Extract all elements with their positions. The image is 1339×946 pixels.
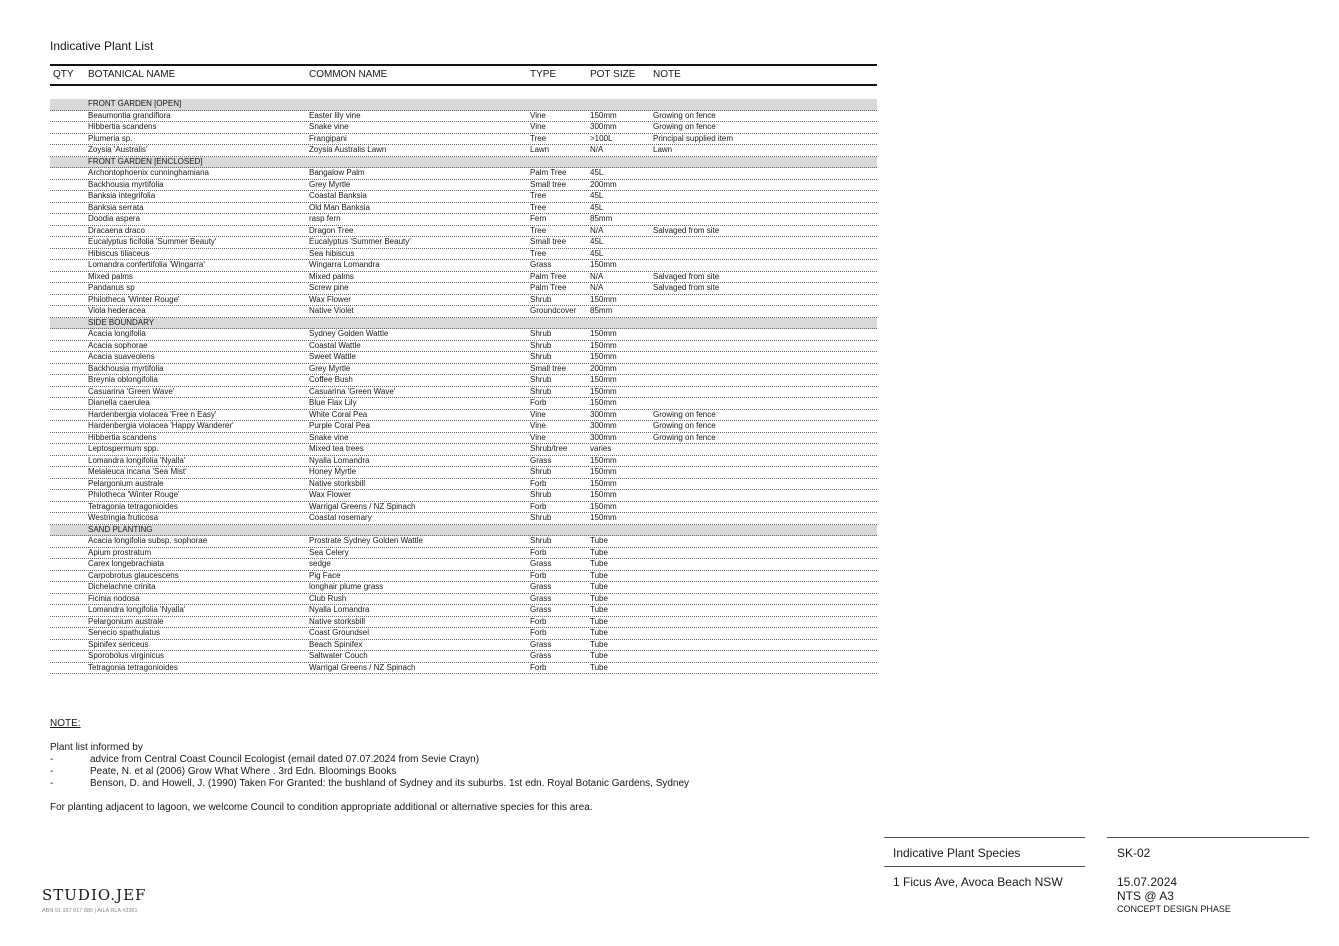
plant-type: Forb (530, 570, 547, 580)
plant-type: Groundcover (530, 306, 577, 315)
botanical-name: Acacia sophorae (88, 340, 148, 350)
botanical-name: Backhousia myrtifolia (88, 363, 164, 373)
common-name: Frangipani (309, 133, 347, 143)
col-pot-size: POT SIZE (590, 69, 636, 80)
notes-intro: Plant list informed by (50, 742, 143, 753)
title-block-rule (884, 866, 1085, 867)
table-row (50, 433, 877, 445)
title-block-rule (884, 837, 1085, 838)
plant-type: Grass (530, 559, 552, 568)
table-header (50, 64, 877, 86)
pot-size: 150mm (590, 478, 617, 488)
botanical-name: Ficinia nodosa (88, 593, 140, 603)
note-item: advice from Central Coast Council Ecologist (email dated 07.07.2024 from Sevie Crayn) (90, 754, 480, 765)
botanical-name: Hardenbergia violacea 'Happy Wanderer' (88, 421, 234, 430)
botanical-name: Lomandra longifolia 'Nyalla' (88, 455, 186, 465)
botanical-name: Eucalyptus ficifolia 'Summer Beauty' (88, 237, 217, 246)
common-name: Nyalla Lomandra (309, 605, 370, 614)
pot-size: 45L (590, 237, 604, 246)
note: Growing on fence (653, 110, 716, 120)
common-name: Coastal Wattle (309, 340, 361, 350)
common-name: Bangalow Palm (309, 168, 365, 177)
col-common: COMMON NAME (309, 69, 388, 80)
plant-type: Fern (530, 214, 547, 223)
note: Lawn (653, 145, 673, 154)
table-row (50, 111, 877, 123)
plant-type: Shrub (530, 329, 552, 338)
note: Principal supplied item (653, 133, 734, 143)
pot-size: Tube (590, 570, 608, 580)
plant-type: Grass (530, 455, 552, 465)
common-name: Easter lily vine (309, 110, 361, 120)
botanical-name: Hibbertia scandens (88, 122, 157, 131)
plant-type: Shrub (530, 467, 552, 476)
pot-size: 150mm (590, 467, 617, 476)
common-name: Coffee Bush (309, 375, 353, 384)
sheet-number: SK-02 (1117, 846, 1151, 860)
common-name: Wax Flower (309, 490, 351, 499)
botanical-name: Pandanus sp (88, 283, 135, 292)
common-name: longhair plume grass (309, 582, 384, 591)
pot-size: 85mm (590, 214, 613, 223)
pot-size: 150mm (590, 110, 617, 120)
pot-size: Tube (590, 559, 608, 568)
common-name: Beach Spinifex (309, 639, 363, 649)
common-name: Warrigal Greens / NZ Spinach (309, 662, 416, 672)
botanical-name: Banksia serrata (88, 202, 144, 212)
title-block-rule (1107, 837, 1309, 838)
abn-text: ABN 91 167 917 880 | AILA RLA #3361 (42, 908, 138, 914)
common-name: Native Violet (309, 306, 354, 315)
note: Salvaged from site (653, 283, 720, 292)
botanical-name: Hibbertia scandens (88, 432, 157, 442)
notes-closing: For planting adjacent to lagoon, we welcome Council to condition appropriate additional or alternative species for this area. (50, 802, 593, 813)
plant-type: Vine (530, 421, 546, 430)
botanical-name: Dichelachne crinita (88, 582, 156, 591)
common-name: Dragon Tree (309, 225, 354, 235)
botanical-name: Dianella caerulea (88, 398, 150, 407)
pot-size: Tube (590, 662, 608, 672)
plant-table (50, 64, 877, 674)
common-name: Mixed tea trees (309, 444, 364, 453)
pot-size: 300mm (590, 409, 617, 419)
drawing-title: Indicative Plant Species (893, 846, 1021, 860)
pot-size: 150mm (590, 340, 617, 350)
botanical-name: Casuarina 'Green Wave' (88, 386, 175, 396)
pot-size: N/A (590, 283, 604, 292)
botanical-name: Apium prostratum (88, 547, 152, 557)
plant-type: Vine (530, 432, 546, 442)
botanical-name: Westringia fruticosa (88, 513, 159, 522)
botanical-name: Carpobrotus glaucescens (88, 570, 179, 580)
table-row (50, 490, 877, 502)
common-name: Honey Myrtle (309, 467, 357, 476)
botanical-name: Sporobolus virginicus (88, 651, 165, 660)
table-row (50, 663, 877, 675)
common-name: rasp fern (309, 214, 341, 223)
col-qty: QTY (53, 69, 74, 80)
pot-size: >100L (590, 133, 613, 143)
botanical-name: Senecio spathulatus (88, 628, 161, 637)
note: Salvaged from site (653, 271, 720, 281)
common-name: Saltwater Couch (309, 651, 368, 660)
botanical-name: Leptospermum spp. (88, 444, 159, 453)
table-row (50, 180, 877, 192)
page-title: Indicative Plant List (50, 39, 154, 53)
section-label: SIDE BOUNDARY (88, 317, 155, 327)
section-header (50, 525, 877, 537)
botanical-name: Archontophoenix cunninghamiana (88, 168, 209, 177)
plant-type: Forb (530, 478, 547, 488)
table-row (50, 329, 877, 341)
botanical-name: Backhousia myrtifolia (88, 179, 164, 189)
botanical-name: Philotheca 'Winter Rouge' (88, 294, 180, 304)
botanical-name: Hibiscus tiliaceus (88, 248, 150, 258)
common-name: Eucalyptus 'Summer Beauty' (309, 237, 411, 246)
common-name: Native storksbill (309, 478, 366, 488)
common-name: Purple Coral Pea (309, 421, 370, 430)
botanical-name: Tetragonia tetragonioides (88, 501, 178, 511)
table-row (50, 617, 877, 629)
table-row (50, 364, 877, 376)
plant-type: Tree (530, 133, 547, 143)
pot-size: N/A (590, 225, 604, 235)
table-row (50, 134, 877, 146)
pot-size: 45L (590, 168, 604, 177)
botanical-name: Viola hederacea (88, 306, 146, 315)
note: Growing on fence (653, 409, 716, 419)
pot-size: 150mm (590, 455, 617, 465)
botanical-name: Acacia longifolia (88, 329, 146, 338)
botanical-name: Carex longebrachiata (88, 559, 165, 568)
studio-logo: STUDIO.JEF (42, 886, 147, 904)
plant-type: Shrub (530, 490, 552, 499)
table-row (50, 559, 877, 571)
common-name: White Coral Pea (309, 409, 368, 419)
common-name: sedge (309, 559, 331, 568)
common-name: Snake vine (309, 122, 349, 131)
common-name: Casuarina 'Green Wave' (309, 386, 396, 396)
common-name: Wax Flower (309, 294, 351, 304)
plant-type: Grass (530, 651, 552, 660)
table-row (50, 605, 877, 617)
table-row (50, 398, 877, 410)
botanical-name: Pelargonium australe (88, 616, 164, 626)
botanical-name: Lomandra confertifolia 'Wingarra' (88, 260, 205, 269)
common-name: Prostrate Sydney Golden Wattle (309, 536, 423, 545)
table-body (50, 99, 877, 674)
table-row (50, 513, 877, 525)
common-name: Pig Face (309, 570, 341, 580)
section-header (50, 99, 877, 111)
botanical-name: Lomandra longifolia 'Nyalla' (88, 605, 186, 614)
pot-size: Tube (590, 582, 608, 591)
plant-type: Forb (530, 501, 547, 511)
table-row (50, 548, 877, 560)
note: Growing on fence (653, 122, 716, 131)
pot-size: N/A (590, 271, 604, 281)
table-row (50, 536, 877, 548)
plant-type: Shrub (530, 340, 552, 350)
table-row (50, 145, 877, 157)
common-name: Blue Flax Lily (309, 398, 357, 407)
botanical-name: Melaleuca incana 'Sea Mist' (88, 467, 187, 476)
plant-type: Tree (530, 191, 547, 200)
plant-type: Grass (530, 593, 552, 603)
common-name: Snake vine (309, 432, 349, 442)
pot-size: 45L (590, 191, 604, 200)
table-row (50, 479, 877, 491)
section-label: SAND PLANTING (88, 524, 153, 534)
table-row (50, 260, 877, 272)
pot-size: 150mm (590, 260, 617, 269)
botanical-name: Banksia integrifolia (88, 191, 156, 200)
table-row (50, 421, 877, 433)
botanical-name: Dracaena draco (88, 225, 145, 235)
pot-size: Tube (590, 593, 608, 603)
note-item: Benson, D. and Howell, J. (1990) Taken For Granted: the bushland of Sydney and its suburbs. 1st edn. Royal Botanic Gardens, Sydney (90, 778, 690, 789)
table-row (50, 249, 877, 261)
plant-type: Vine (530, 110, 546, 120)
pot-size: 200mm (590, 179, 617, 189)
table-row (50, 444, 877, 456)
plant-type: Shrub (530, 375, 552, 384)
plant-type: Small tree (530, 363, 567, 373)
botanical-name: Plumeria sp. (88, 133, 133, 143)
botanical-name: Acacia suaveolens (88, 352, 155, 361)
plant-type: Tree (530, 202, 547, 212)
table-row (50, 122, 877, 134)
note: Growing on fence (653, 421, 716, 430)
common-name: Sea Celery (309, 547, 349, 557)
pot-size: 150mm (590, 386, 617, 396)
bullet-dash: - (50, 754, 54, 765)
common-name: Sydney Golden Wattle (309, 329, 389, 338)
col-botanical: BOTANICAL NAME (88, 69, 176, 80)
notes-block (50, 718, 690, 814)
plant-type: Forb (530, 628, 547, 637)
pot-size: varies (590, 444, 612, 453)
botanical-name: Philotheca 'Winter Rouge' (88, 490, 180, 499)
pot-size: 300mm (590, 432, 617, 442)
pot-size: 300mm (590, 421, 617, 430)
common-name: Grey Myrtle (309, 363, 351, 373)
table-row (50, 214, 877, 226)
common-name: Grey Myrtle (309, 179, 351, 189)
pot-size: 150mm (590, 375, 617, 384)
common-name: Mixed palms (309, 271, 354, 281)
pot-size: Tube (590, 616, 608, 626)
botanical-name: Beaumontia grandiflora (88, 110, 171, 120)
pot-size: 300mm (590, 122, 617, 131)
table-row (50, 594, 877, 606)
issue-date: 15.07.2024 (1117, 875, 1178, 889)
common-name: Native storksbill (309, 616, 366, 626)
plant-type: Small tree (530, 179, 567, 189)
pot-size: 200mm (590, 363, 617, 373)
common-name: Screw pine (309, 283, 349, 292)
common-name: Wingarra Lomandra (309, 260, 380, 269)
plant-type: Shrub (530, 294, 552, 304)
table-row (50, 571, 877, 583)
pot-size: Tube (590, 639, 608, 649)
drawing-scale: NTS @ A3 (1117, 889, 1174, 903)
col-note: NOTE (653, 69, 681, 80)
table-row (50, 456, 877, 468)
plant-type: Shrub/tree (530, 444, 568, 453)
notes-heading: NOTE: (50, 718, 81, 729)
table-row (50, 375, 877, 387)
plant-type: Grass (530, 260, 552, 269)
pot-size: 150mm (590, 329, 617, 338)
section-label: FRONT GARDEN [ENCLOSED] (88, 156, 203, 166)
botanical-name: Doodia aspera (88, 214, 141, 223)
pot-size: 150mm (590, 490, 617, 499)
table-row (50, 352, 877, 364)
plant-type: Grass (530, 582, 552, 591)
common-name: Coast Groundsel (309, 628, 370, 637)
table-row (50, 582, 877, 594)
pot-size: 150mm (590, 352, 617, 361)
project-address: 1 Ficus Ave, Avoca Beach NSW (893, 875, 1063, 889)
section-label: FRONT GARDEN [OPEN] (88, 99, 182, 108)
table-row (50, 467, 877, 479)
plant-type: Forb (530, 547, 547, 557)
plant-type: Palm Tree (530, 168, 567, 177)
plant-type: Forb (530, 662, 547, 672)
pot-size: 150mm (590, 513, 617, 522)
table-row (50, 387, 877, 399)
table-row (50, 502, 877, 514)
botanical-name: Tetragonia tetragonioides (88, 662, 178, 672)
common-name: Sea hibiscus (309, 248, 355, 258)
note: Growing on fence (653, 432, 716, 442)
common-name: Coastal rosemary (309, 513, 372, 522)
common-name: Coastal Banksia (309, 191, 367, 200)
table-row (50, 272, 877, 284)
section-header (50, 318, 877, 330)
pot-size: Tube (590, 628, 608, 637)
table-row (50, 295, 877, 307)
common-name: Warrigal Greens / NZ Spinach (309, 501, 416, 511)
pot-size: Tube (590, 605, 608, 614)
plant-type: Shrub (530, 352, 552, 361)
plant-type: Grass (530, 605, 552, 614)
table-row (50, 640, 877, 652)
botanical-name: Zoysia 'Australis' (88, 145, 148, 154)
plant-type: Shrub (530, 513, 552, 522)
table-row (50, 226, 877, 238)
common-name: Old Man Banksia (309, 202, 370, 212)
note-item: Peate, N. et al (2006) Grow What Where . 3rd Edn. Bloomings Books (90, 766, 397, 777)
bullet-dash: - (50, 778, 54, 789)
botanical-name: Mixed palms (88, 271, 133, 281)
col-type: TYPE (530, 69, 557, 80)
note: Salvaged from site (653, 225, 720, 235)
plant-type: Palm Tree (530, 271, 567, 281)
plant-type: Grass (530, 639, 552, 649)
table-row (50, 651, 877, 663)
botanical-name: Breynia oblongifolia (88, 375, 158, 384)
table-row (50, 628, 877, 640)
pot-size: 45L (590, 248, 604, 258)
plant-type: Vine (530, 409, 546, 419)
botanical-name: Acacia longifolia subsp. sophorae (88, 536, 208, 545)
plant-type: Lawn (530, 145, 550, 154)
bullet-dash: - (50, 766, 54, 777)
common-name: Zoysia Australis Lawn (309, 145, 387, 154)
botanical-name: Pelargonium australe (88, 478, 164, 488)
table-row (50, 410, 877, 422)
plant-type: Vine (530, 122, 546, 131)
botanical-name: Spinifex sericeus (88, 639, 149, 649)
pot-size: Tube (590, 651, 608, 660)
table-row (50, 341, 877, 353)
table-row (50, 168, 877, 180)
common-name: Nyalla Lomandra (309, 455, 370, 465)
plant-type: Forb (530, 616, 547, 626)
pot-size: Tube (590, 547, 608, 557)
plant-type: Forb (530, 398, 547, 407)
table-row (50, 203, 877, 215)
plant-type: Small tree (530, 237, 567, 246)
table-row (50, 306, 877, 318)
pot-size: 150mm (590, 294, 617, 304)
botanical-name: Hardenbergia violacea 'Free n Easy' (88, 409, 217, 419)
pot-size: 45L (590, 202, 604, 212)
plant-type: Palm Tree (530, 283, 567, 292)
table-row (50, 283, 877, 295)
plant-type: Tree (530, 248, 547, 258)
section-header (50, 157, 877, 169)
plant-type: Shrub (530, 536, 552, 545)
table-row (50, 191, 877, 203)
plant-type: Shrub (530, 386, 552, 396)
pot-size: 150mm (590, 398, 617, 407)
plant-type: Tree (530, 225, 547, 235)
table-row (50, 237, 877, 249)
pot-size: N/A (590, 145, 604, 154)
pot-size: 150mm (590, 501, 617, 511)
design-phase: CONCEPT DESIGN PHASE (1117, 904, 1231, 914)
pot-size: 85mm (590, 306, 613, 315)
common-name: Sweet Wattle (309, 352, 356, 361)
common-name: Club Rush (309, 593, 347, 603)
pot-size: Tube (590, 536, 608, 545)
